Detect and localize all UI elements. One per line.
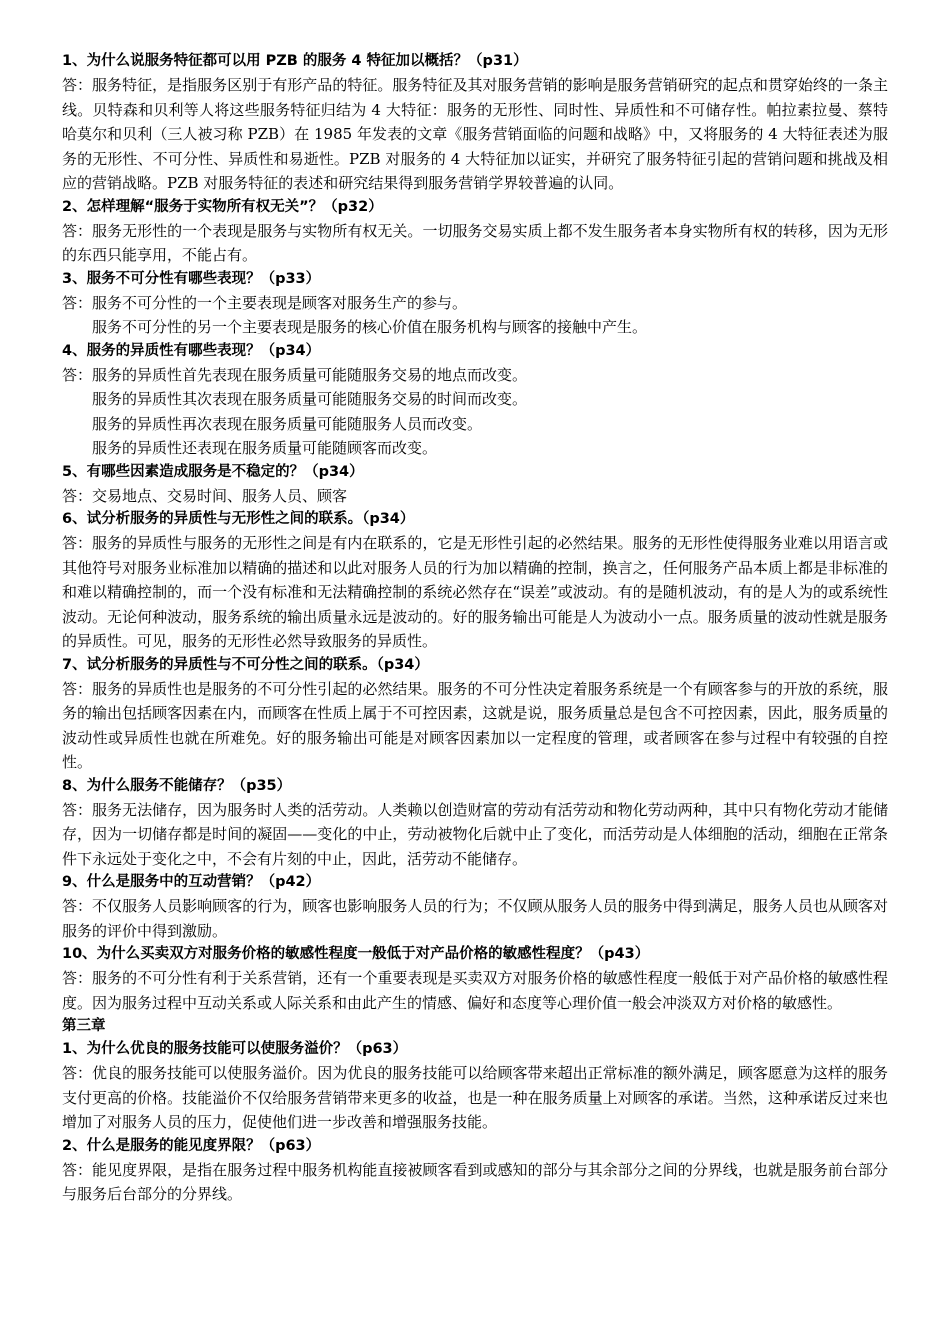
question-heading: 2、什么是服务的能见度界限？（p63） xyxy=(62,1137,321,1154)
question-heading: 8、为什么服务不能储存？（p35） xyxy=(62,777,292,794)
answer-text: 服务的异质性再次表现在服务质量可能随服务人员而改变。 xyxy=(92,414,483,433)
answer-text: 答：交易地点、交易时间、服务人员、顾客 xyxy=(62,486,348,505)
answer-text: 答：服务特征，是指服务区别于有形产品的特征。服务特征及其对服务营销的影响是服务营销研究的起点和贯穿始终的一条主线。贝特森和贝利等人将这些服务特征归结为 4 大特征：服务的无形性、同时性、异质性和不可储存性。帕拉素拉曼、蔡特哈莫尔和贝利（三人被习称 PZB）在 1985 年发表的文章《服务营销面临的问题和战略》中，又将服务的 4 大特征表述为服务的无形性、不可分性、异质性和易逝性。PZB 对服务的 4 大特征加以证实，并研究了服务特征引起的营销问题和挑战及相应的营销战略。PZB 对服务特征的表述和研究结果得到服务营销学界较普遍的认同。 xyxy=(62,76,888,192)
answer-text: 答：优良的服务技能可以使服务溢价。因为优良的服务技能可以给顾客带来超出正常标准的额外满足，顾客愿意为这样的服务支付更高的价格。技能溢价不仅给服务营销带来更多的收益，也是一种在服务质量上对顾客的承诺。当然，这种承诺反过来也增加了对服务人员的压力，促使他们进一步改善和增强服务技能。 xyxy=(62,1064,888,1131)
question-heading: 6、试分析服务的异质性与无形性之间的联系。（p34） xyxy=(62,511,415,527)
answer-text: 答：不仅服务人员影响顾客的行为，顾客也影响服务人员的行为；不仅顾从服务人员的服务中得到满足，服务人员也从顾客对服务的评价中得到激励。 xyxy=(62,897,888,940)
answer-text: 答：服务无法储存，因为服务时人类的活劳动。人类赖以创造财富的劳动有活劳动和物化劳动两种，其中只有物化劳动才能储存，因为一切储存都是时间的凝固——变化的中止，劳动被物化后就中止了变化，而活劳动是人体细胞的活动，细胞在正常条件下永远处于变化之中，不会有片刻的中止，因此，活劳动不能储存。 xyxy=(62,800,888,868)
answer-text: 答：服务的异质性也是服务的不可分性引起的必然结果。服务的不可分性决定着服务系统是一个有顾客参与的开放的系统，服务的输出包括顾客因素在内，而顾客在性质上属于不可控因素，这就是说，服务质量总是包含不可控因素，因此，服务质量的波动性或异质性也就在所难免。好的服务输出可能是对顾客因素加以一定程度的管理，或者顾客在参与过程中有较强的自控性。 xyxy=(62,679,888,771)
answer-text: 答：服务不可分性的一个主要表现是顾客对服务生产的参与。 xyxy=(62,293,468,312)
question-heading: 10、为什么买卖双方对服务价格的敏感性程度一般低于对产品价格的敏感性程度？（p43） xyxy=(62,946,650,962)
question-heading: 1、为什么优良的服务技能可以使服务溢价？（p63） xyxy=(62,1041,408,1057)
question-heading: 2、怎样理解“服务于实物所有权无关”？（p32） xyxy=(62,198,383,215)
answer-text: 答：服务的不可分性有利于关系营销，还有一个重要表现是买卖双方对服务价格的敏感性程度一般低于对产品价格的敏感性程度。因为服务过程中互动关系或人际关系和由此产生的情感、偏好和态度等心理价值一般会冲淡双方对价格的敏感性。 xyxy=(62,969,888,1012)
question-heading: 5、有哪些因素造成服务是不稳定的？（p34） xyxy=(62,463,364,480)
question-heading: 9、什么是服务中的互动营销？（p42） xyxy=(62,874,321,890)
answer-text: 服务不可分性的另一个主要表现是服务的核心价值在服务机构与顾客的接触中产生。 xyxy=(92,318,648,336)
chapter-heading: 第三章 xyxy=(62,1018,106,1034)
question-heading: 3、服务不可分性有哪些表现？（p33） xyxy=(62,270,321,287)
question-heading: 4、服务的异质性有哪些表现？（p34） xyxy=(62,342,321,359)
question-heading: 1、为什么说服务特征都可以用 PZB 的服务 4 特征加以概括？（p31） xyxy=(62,53,528,69)
answer-text: 答：能见度界限，是指在服务过程中服务机构能直接被顾客看到或感知的部分与其余部分之间的分界线，也就是服务前台部分与服务后台部分的分界线。 xyxy=(62,1160,888,1203)
answer-text: 服务的异质性其次表现在服务质量可能随服务交易的时间而改变。 xyxy=(92,390,528,408)
answer-text: 答：服务的异质性首先表现在服务质量可能随服务交易的地点而改变。 xyxy=(62,365,528,384)
question-heading: 7、试分析服务的异质性与不可分性之间的联系。（p34） xyxy=(62,656,429,673)
answer-text: 服务的异质性还表现在服务质量可能随顾客而改变。 xyxy=(92,439,438,457)
answer-text: 答：服务的异质性与服务的无形性之间是有内在联系的，它是无形性引起的必然结果。服务的无形性使得服务业难以用语言或其他符号对服务业标准加以精确的描述和以此对服务人员的行为加以精确的控制，换言之，任何服务产品本质上都是非标准的和难以精确控制的，而一个没有标准和无法精确控制的系统必然存在“误差”或波动。有的是随机波动，有的是人为的或系统性波动。无论何种波动，服务系统的输出质量永远是波动的。好的服务输出可能是人为波动小一点。服务质量的波动性就是服务的异质性。可见，服务的无形性必然导致服务的异质性。 xyxy=(62,534,888,650)
answer-text: 答：服务无形性的一个表现是服务与实物所有权无关。一切服务交易实质上都不发生服务者本身实物所有权的转移，因为无形的东西只能享用，不能占有。 xyxy=(62,221,888,264)
